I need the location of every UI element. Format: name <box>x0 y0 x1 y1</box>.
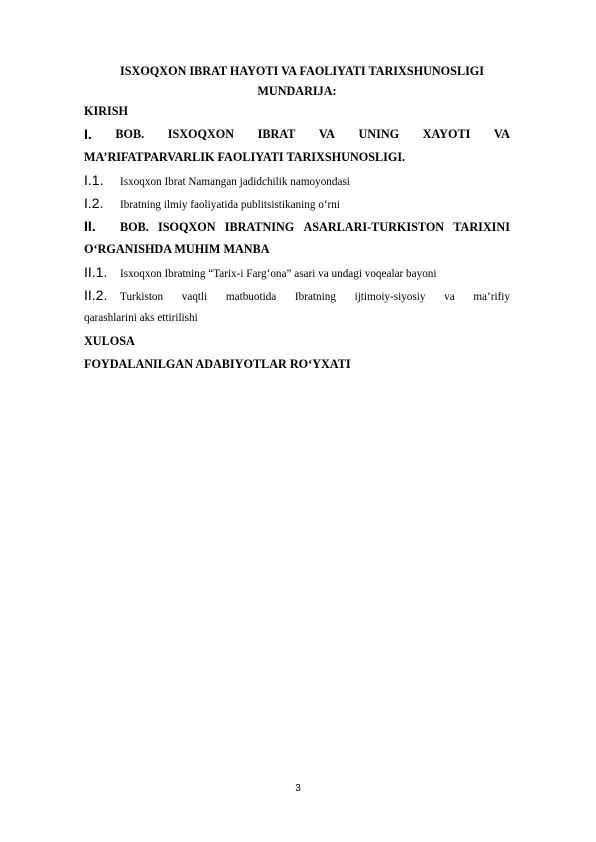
section-title: Isxoqxon Ibratning “Tarix-i Farg‘ona” asari va undagi voqealar bayoni <box>120 268 437 280</box>
toc-section-1-2 <box>84 195 510 213</box>
section-word: ijtimoiy-siyosiy <box>354 291 426 303</box>
chapter-2-word: TARIXINI <box>453 220 510 234</box>
toc-chapter-1 <box>84 126 510 142</box>
section-word: Ibratning <box>294 291 336 303</box>
toc-entry-intro: KIRISH <box>84 104 129 118</box>
document-title: ISXOQXON IBRAT HAYOTI VA FAOLIYATI TARIXSHUNOSLIGI <box>120 64 485 78</box>
page-number: 3 <box>295 783 301 794</box>
chapter-1-number: I. <box>84 126 92 142</box>
toc-section-2-1 <box>84 264 510 282</box>
chapter-2-word: IBRATNING <box>224 220 295 234</box>
chapter-1-word: BOB. <box>115 127 145 141</box>
toc-chapter-1-continuation: MA’RIFATPARVARLIK FAOLIYATI TARIXSHUNOSLIGI. <box>84 150 406 164</box>
contents-heading: MUNDARIJA: <box>257 84 337 98</box>
chapter-2-word: ASARLARI-TURKISTON <box>303 220 445 234</box>
chapter-1-word: ISXOQXON <box>167 127 235 141</box>
section-number: I.1. <box>84 172 104 188</box>
chapter-1-word: XAYOTI <box>422 127 471 141</box>
section-word: vaqtli <box>181 291 208 303</box>
chapter-2-number: II. <box>84 218 96 234</box>
toc-chapter-2-continuation: O‘RGANISHDA MUHIM MANBA <box>84 242 270 256</box>
section-word: ma’rifiy <box>473 291 510 303</box>
chapter-1-word: IBRAT <box>257 127 296 141</box>
toc-entry-bibliography: FOYDALANILGAN ADABIYOTLAR RO‘YXATI <box>84 357 351 371</box>
chapter-1-word: VA <box>318 127 335 141</box>
section-word: matbuotida <box>225 291 277 303</box>
section-title: Isxoqxon Ibrat Namangan jadidchilik namoyondasi <box>120 176 350 188</box>
section-word: va <box>444 291 455 303</box>
section-number: II.1. <box>84 264 108 280</box>
section-number: I.2. <box>84 195 104 211</box>
toc-section-2-2 <box>84 287 510 305</box>
chapter-1-word: UNING <box>358 127 400 141</box>
toc-entry-conclusion: XULOSA <box>84 334 135 348</box>
chapter-2-word: BOB. <box>120 220 149 234</box>
chapter-2-word: ISOQXON <box>157 220 216 234</box>
toc-chapter-2 <box>84 218 510 235</box>
section-word: Turkiston <box>120 291 164 303</box>
section-title: Ibratning ilmiy faoliyatida publitsistikaning o‘rni <box>120 199 340 211</box>
toc-section-1-1 <box>84 172 510 190</box>
section-number: II.2. <box>84 287 108 303</box>
toc-section-2-2-continuation: qarashlarini aks ettirilishi <box>84 312 198 324</box>
chapter-1-word: VA <box>493 127 510 141</box>
